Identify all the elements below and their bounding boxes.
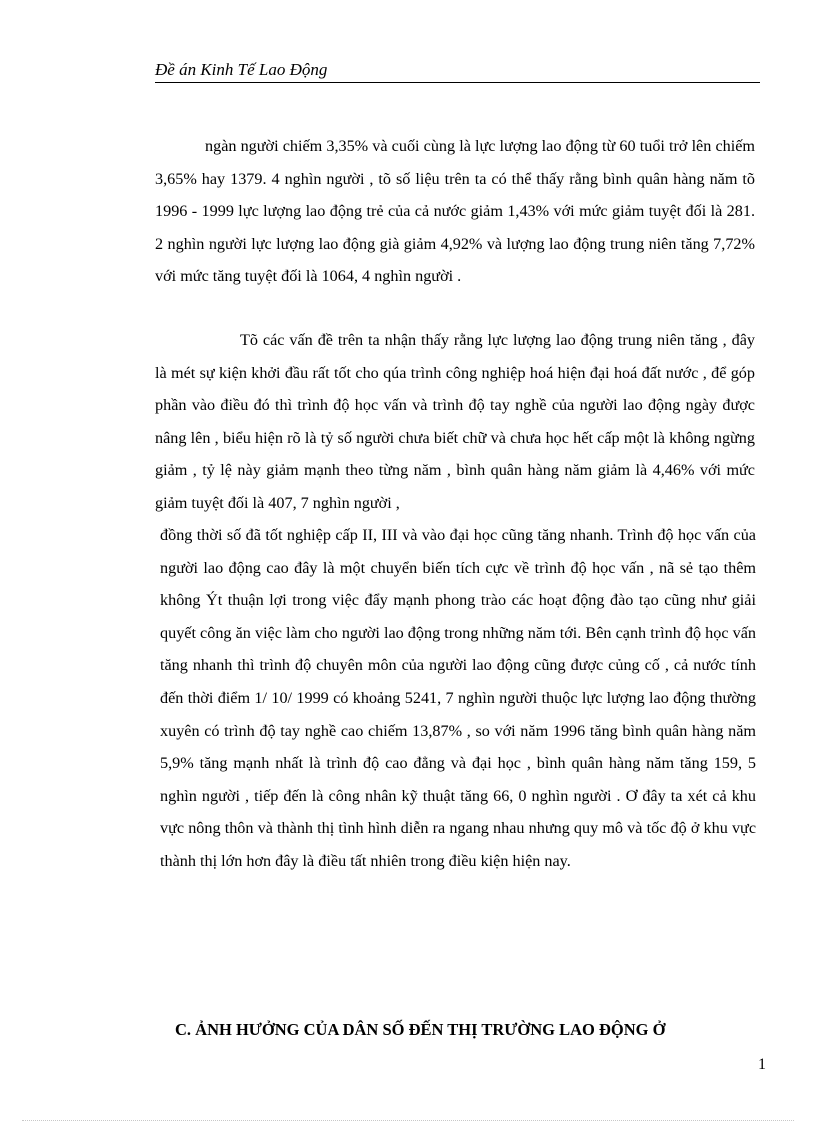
header-title: Đề án Kinh Tế Lao Động (155, 60, 328, 79)
section-heading: C. ẢNH HƯỞNG CỦA DÂN SỐ ĐẾN THỊ TRƯỜNG LAO ĐỘNG Ở (175, 1020, 666, 1039)
page-bottom-divider (22, 1120, 794, 1121)
page-header (155, 58, 760, 83)
paragraph-1: ngàn người chiếm 3,35% và cuối cùng là lực lượng lao động từ 60 tuổi trở lên chiếm 3,65% hay 1379. 4 nghìn người , tõ số liệu trên ta có thể thấy rằng bình quân hàng năm tõ 1996 - 1999 lực lượng lao động trẻ của cả nước giảm 1,43% với mức giảm tuyệt đối là 281. 2 nghìn người lực lượng lao động già giảm 4,92% và lượng lao động trung niên tăng 7,72% với mức tăng tuyệt đối là 1064, 4 nghìn người . (155, 137, 755, 286)
page-number: 1 (758, 1056, 766, 1073)
paragraph-2: Tõ các vấn đề trên ta nhận thấy rằng lực lượng lao động trung niên tăng , đây là mét sự kiện khởi đầu rất tốt cho qúa trình công nghiệp hoá hiện đại hoá đất nước , để góp phần vào điều đó thì trình độ học vấn và trình độ tay nghề của người lao động ngày được nâng lên , biểu hiện rõ là tỷ số người chưa biết chữ và chưa học hết cấp một là không ngừng giảm , tỷ lệ này giảm mạnh theo từng năm , bình quân hàng năm giảm là 4,46% với mức giảm tuyệt đối là 407, 7 nghìn người , (155, 331, 755, 512)
paragraph-3: đồng thời số đã tốt nghiệp cấp II, III và vào đại học cũng tăng nhanh. Trình độ học vấn của người lao động cao đây là một chuyển biến tích cực về trình độ học vấn , nã sẻ tạo thêm không Ýt thuận lợi trong việc đẩy mạnh phong trào các hoạt động đào tạo cũng như giải quyết công ăn việc làm cho người lao động trong những năm tới. Bên cạnh trình độ học vấn tăng nhanh thì trình độ chuyên môn của người lao động cũng được củng cố , cả nước tính đến thời điểm 1/ 10/ 1999 có khoảng 5241, 7 nghìn người thuộc lực lượng lao động thường xuyên có trình độ tay nghề cao chiếm 13,87% , so với năm 1996 tăng bình quân hàng năm 5,9% tăng mạnh nhất là trình độ cao đẳng và đại học , bình quân hàng năm tăng 159, 5 nghìn người , tiếp đến là công nhân kỹ thuật tăng 66, 0 nghìn người . Ơ đây ta xét cả khu vực nông thôn và thành thị tình hình diễn ra ngang nhau nhưng quy mô và tốc độ ở khu vực thành thị lớn hơn đây là điều tất nhiên trong điều kiện hiện nay. (160, 526, 756, 870)
